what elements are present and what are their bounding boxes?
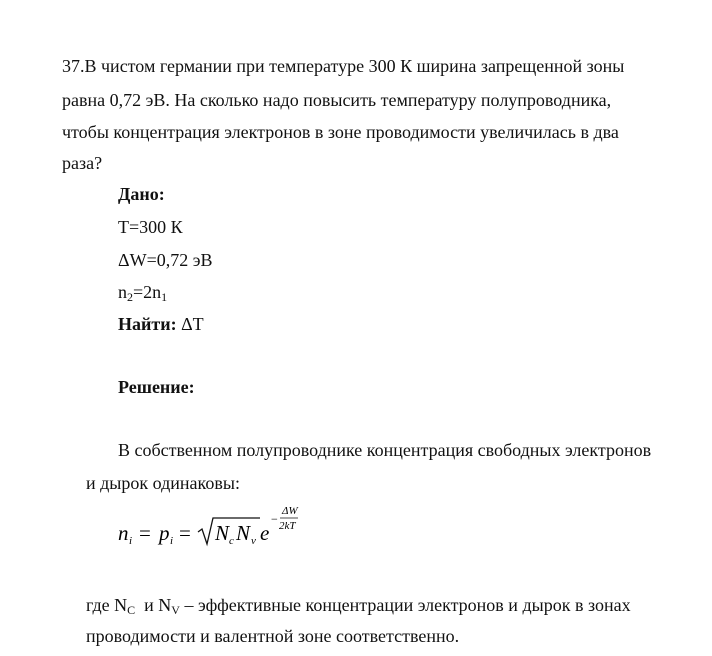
formula-nc-sub: c [229, 535, 234, 547]
solution-para2-line2: проводимости и валентной зоне соответственно. [86, 626, 460, 646]
n-symbol: n [118, 282, 127, 302]
find-line [118, 313, 204, 335]
solution-para2-line1 [86, 594, 686, 621]
problem-line-3: чтобы концентрация электронов в зоне проводимости увеличилась в два [62, 122, 619, 142]
concentration-formula [118, 502, 318, 550]
nv-label: и N [144, 595, 172, 615]
formula-n: n [118, 521, 129, 545]
formula-nv-sub: v [251, 535, 256, 547]
formula-exp-denominator: 2kT [279, 520, 296, 532]
nc-label: где N [86, 595, 128, 615]
formula-exp-minus: − [271, 512, 278, 526]
formula-exp-numerator: ΔW [282, 505, 298, 517]
problem-line-1: 37.В чистом германии при температуре 300 К ширина запрещенной зоны [62, 56, 625, 76]
para2-rest: – эффективные концентрации электронов и дырок в зонах [184, 595, 631, 615]
given-band-gap: ΔW=0,72 эВ [118, 250, 213, 270]
formula-n-sub: i [129, 535, 133, 547]
solution-para1-line1: В собственном полупроводнике концентрация свободных электронов [118, 440, 652, 460]
solution-heading: Решение: [118, 377, 195, 397]
problem-line-4: раза? [62, 153, 103, 173]
given-temperature: T=300 К [118, 217, 183, 237]
formula-nv: N [236, 521, 251, 545]
formula-p: p [159, 521, 170, 545]
solution-para1-line2: и дырок одинаковы: [86, 473, 240, 493]
find-value: ΔT [181, 314, 204, 334]
nv-sub-label: V [171, 603, 180, 617]
given-concentration-ratio [118, 281, 167, 308]
given-heading: Дано: [118, 184, 165, 204]
formula-eq2: = [179, 521, 191, 545]
formula-p-sub: i [170, 535, 174, 547]
formula-eq1: = [139, 521, 151, 545]
n-eq: =2n [133, 282, 162, 302]
problem-line-2: равна 0,72 эВ. На сколько надо повысить температуру полупроводника, [62, 90, 612, 110]
n-sub-2: 2 [127, 290, 133, 304]
n-sub-1: 1 [161, 290, 168, 304]
formula-e: e [260, 521, 270, 545]
find-label: Найти: [118, 314, 177, 334]
formula-nc: N [215, 521, 230, 545]
nc-sub-label: C [127, 603, 136, 617]
